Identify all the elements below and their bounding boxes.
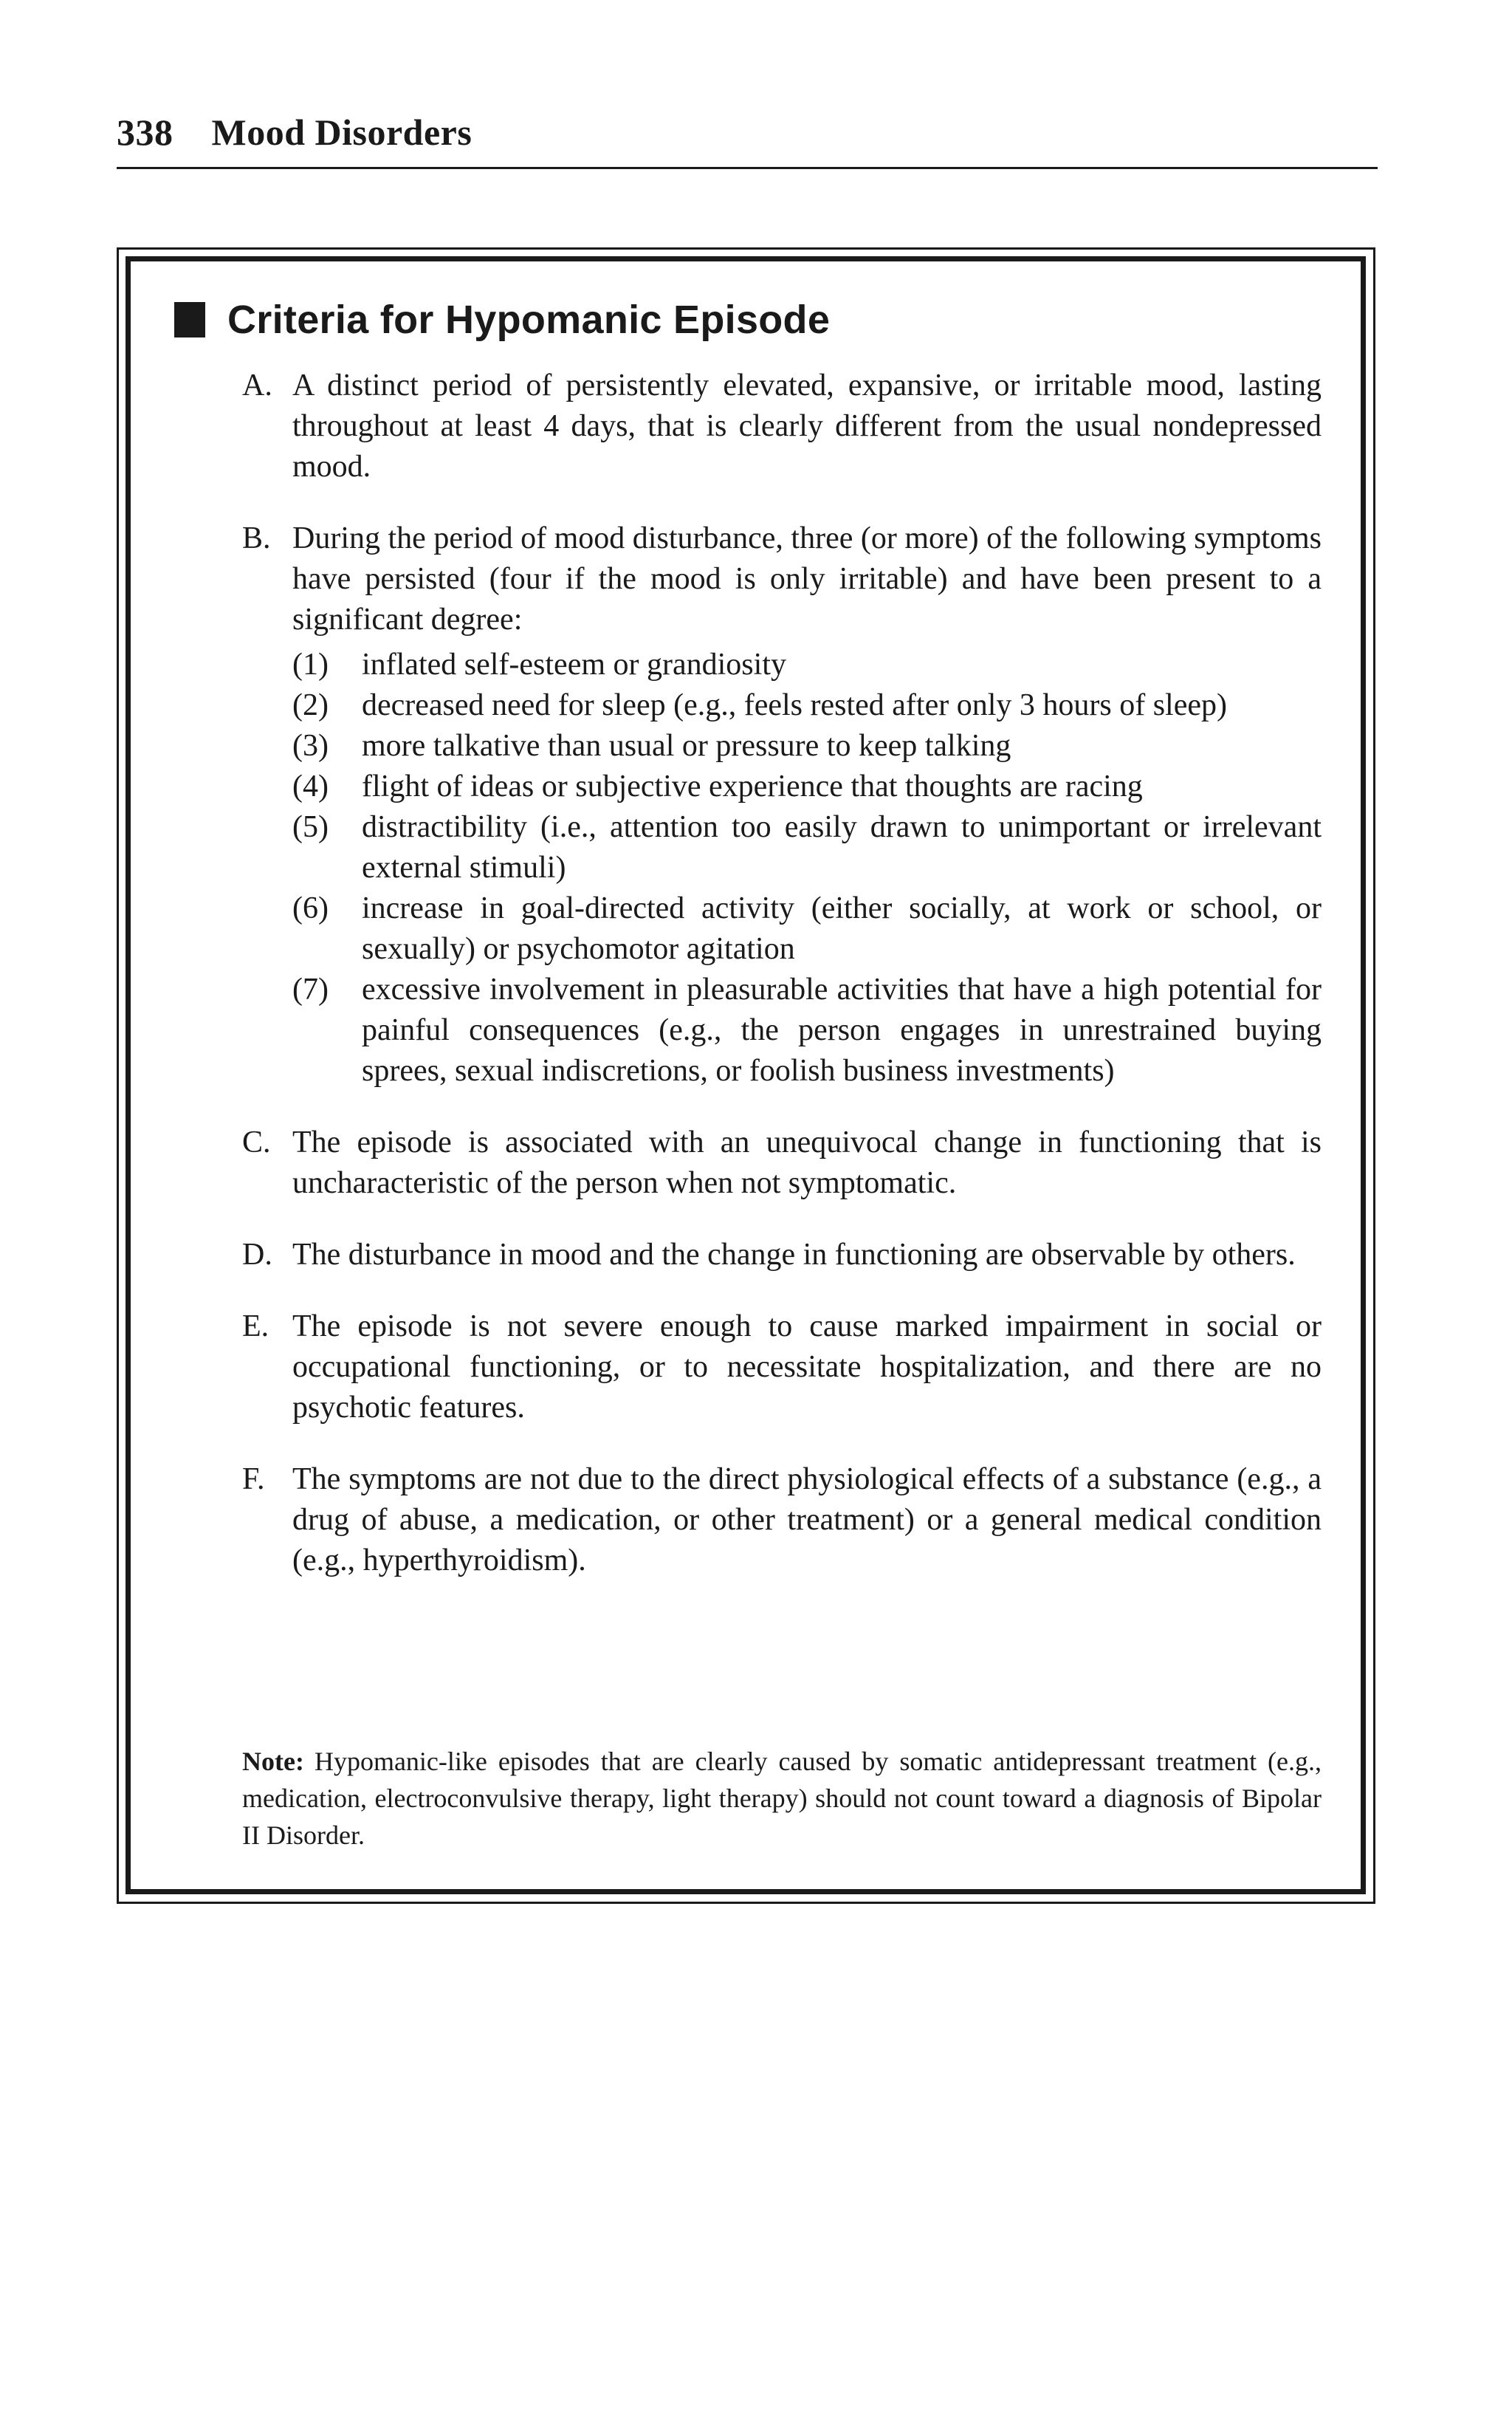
- criterion-f: [242, 1459, 1322, 1581]
- note-text: Hypomanic-like episodes that are clearly caused by somatic antidepressant treatment (e.g., medication, electroconvulsive therapy, light therapy) should not count toward a diagnosis of Bipolar II Disorder.: [242, 1747, 1322, 1850]
- symptom-text: more talkative than usual or pressure to keep talking: [362, 729, 1011, 763]
- criterion-letter: D.: [242, 1238, 272, 1272]
- symptom-number: (3): [292, 729, 329, 763]
- symptom-number: (1): [292, 648, 329, 682]
- criteria-list: [242, 366, 1322, 1612]
- symptom-text: excessive involvement in pleasurable activities that have a high potential for painful consequences (e.g., the person engages in unrestrained buying sprees, sexual indiscretions, or foolish business investments): [362, 973, 1322, 1088]
- symptom-item: [292, 685, 1322, 726]
- symptom-item: [292, 807, 1322, 888]
- criterion-text: The episode is associated with an unequivocal change in functioning that is uncharacteristic of the person when not symptomatic.: [292, 1125, 1322, 1200]
- symptom-text: increase in goal-directed activity (either socially, at work or school, or sexually) or psychomotor agitation: [362, 891, 1322, 966]
- symptom-number: (7): [292, 973, 329, 1007]
- running-header: [117, 111, 472, 154]
- symptom-item: [292, 970, 1322, 1092]
- criterion-text: During the period of mood disturbance, three (or more) of the following symptoms have persisted (four if the mood is only irritable) and have been present to a significant degree:: [292, 521, 1322, 637]
- symptom-text: decreased need for sleep (e.g., feels rested after only 3 hours of sleep): [362, 688, 1227, 722]
- criterion-e: [242, 1306, 1322, 1428]
- symptom-text: flight of ideas or subjective experience that thoughts are racing: [362, 770, 1143, 803]
- criterion-text: A distinct period of persistently elevated, expansive, or irritable mood, lasting throughout at least 4 days, that is clearly different from the usual nondepressed mood.: [292, 369, 1322, 484]
- running-title: Mood Disorders: [211, 112, 472, 153]
- symptom-text: distractibility (i.e., attention too easily drawn to unimportant or irrelevant external stimuli): [362, 810, 1322, 885]
- symptom-list: [292, 645, 1322, 1092]
- symptom-item: [292, 645, 1322, 685]
- symptom-item: [292, 767, 1322, 807]
- symptom-item: [292, 726, 1322, 767]
- criterion-c: [242, 1123, 1322, 1204]
- criterion-letter: F.: [242, 1462, 265, 1496]
- criterion-text: The episode is not severe enough to cause marked impairment in social or occupational functioning, or to necessitate hospitalization, and there are no psychotic features.: [292, 1309, 1322, 1425]
- square-bullet-icon: [174, 302, 205, 337]
- criterion-text: The disturbance in mood and the change in functioning are observable by others.: [292, 1238, 1296, 1272]
- criterion-letter: C.: [242, 1125, 271, 1159]
- criterion-letter: B.: [242, 521, 271, 555]
- criterion-letter: E.: [242, 1309, 269, 1343]
- symptom-number: (2): [292, 688, 329, 722]
- symptom-item: [292, 888, 1322, 970]
- symptom-number: (6): [292, 891, 329, 925]
- symptom-number: (5): [292, 810, 329, 844]
- header-rule: [117, 167, 1378, 169]
- note-label: Note:: [242, 1747, 304, 1776]
- criterion-a: [242, 366, 1322, 487]
- criteria-note: [242, 1743, 1322, 1854]
- criterion-d: [242, 1235, 1322, 1275]
- page-number: 338: [117, 112, 173, 153]
- criterion-b: [242, 518, 1322, 1092]
- criterion-text: The symptoms are not due to the direct physiological effects of a substance (e.g., a drug of abuse, a medication, or other treatment) or a general medical condition (e.g., hyperthyroidism).: [292, 1462, 1322, 1577]
- criterion-letter: A.: [242, 369, 272, 402]
- criteria-heading: [174, 297, 830, 343]
- criteria-title: Criteria for Hypomanic Episode: [227, 298, 831, 342]
- symptom-text: inflated self-esteem or grandiosity: [362, 648, 786, 682]
- symptom-number: (4): [292, 770, 329, 803]
